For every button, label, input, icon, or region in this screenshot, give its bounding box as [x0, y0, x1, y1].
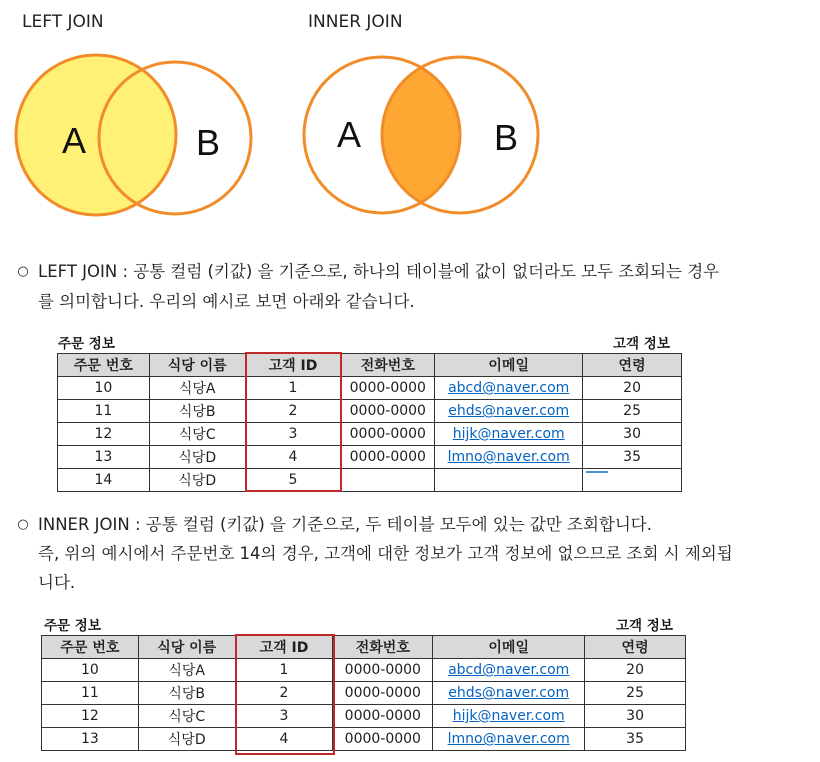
- column-header: 주문 번호: [42, 636, 139, 659]
- table-cell: 35: [585, 728, 686, 751]
- column-header: 주문 번호: [58, 354, 150, 377]
- customer-info-caption: 고객 정보: [613, 336, 670, 352]
- inner-join-desc-line1: INNER JOIN : 공통 컬럼 (키값) 을 기준으로, 두 테이블 모두에 있는 값만 조회합니다.: [38, 515, 652, 534]
- inner-join-desc-line3: 니다.: [38, 573, 76, 592]
- email-link[interactable]: ehds@naver.com: [448, 403, 570, 419]
- table-row: [42, 728, 686, 751]
- column-header: 식당 이름: [149, 354, 245, 377]
- table-cell: 0000-0000: [333, 659, 433, 682]
- order-info-caption: 주문 정보: [58, 336, 115, 352]
- bullet-icon: ○: [17, 264, 29, 279]
- inner-join-table: [41, 635, 686, 751]
- table-row: [42, 705, 686, 728]
- customer-info-caption: 고객 정보: [616, 618, 673, 634]
- table-cell: 13: [58, 446, 150, 469]
- table-cell: 식당D: [138, 728, 235, 751]
- table-header-row: [58, 354, 682, 377]
- table-cell: 2: [245, 400, 341, 423]
- table-row: [58, 400, 682, 423]
- table-cell: 11: [58, 400, 150, 423]
- table-cell: 0000-0000: [333, 728, 433, 751]
- table-cell: 25: [583, 400, 682, 423]
- table-cell: [435, 400, 583, 423]
- table-cell: 20: [583, 377, 682, 400]
- column-header: 고객 ID: [245, 354, 341, 377]
- table-cell: 식당B: [149, 400, 245, 423]
- venn-diagrams: [0, 40, 820, 230]
- table-cell: 0000-0000: [333, 682, 433, 705]
- table-cell: [435, 377, 583, 400]
- table-cell: 식당A: [149, 377, 245, 400]
- left-join-title: LEFT JOIN: [22, 12, 104, 32]
- table-cell: 13: [42, 728, 139, 751]
- table-cell: 0000-0000: [341, 446, 435, 469]
- order-info-caption: 주문 정보: [44, 618, 101, 634]
- table-cell: 10: [58, 377, 150, 400]
- table-cell: 1: [245, 377, 341, 400]
- table-cell: 1: [235, 659, 333, 682]
- table-cell: 2: [235, 682, 333, 705]
- column-header: 전화번호: [333, 636, 433, 659]
- table-row: [58, 377, 682, 400]
- email-link[interactable]: lmno@naver.com: [447, 449, 570, 465]
- table-cell: [435, 446, 583, 469]
- column-header: 연령: [583, 354, 682, 377]
- inner-join-label-b: B: [494, 117, 519, 158]
- inner-join-title: INNER JOIN: [308, 12, 403, 32]
- table-cell: 25: [585, 682, 686, 705]
- left-join-circle-a: [16, 55, 176, 215]
- table-cell: 14: [58, 469, 150, 492]
- table-cell: 30: [585, 705, 686, 728]
- email-link[interactable]: abcd@naver.com: [448, 380, 570, 396]
- table-row: [58, 446, 682, 469]
- table-cell: 0000-0000: [333, 705, 433, 728]
- table-row: [58, 423, 682, 446]
- table-row: [42, 682, 686, 705]
- column-header: 이메일: [435, 354, 583, 377]
- left-join-label-b: B: [196, 122, 221, 163]
- table-cell: 식당B: [138, 682, 235, 705]
- table-cell: 4: [245, 446, 341, 469]
- left-join-label-a: A: [62, 120, 87, 161]
- table-cell: 12: [58, 423, 150, 446]
- left-join-desc-line2: 를 의미합니다. 우리의 예시로 보면 아래와 같습니다.: [38, 292, 415, 311]
- table-cell: [435, 423, 583, 446]
- column-header: 연령: [585, 636, 686, 659]
- bullet-icon: ○: [17, 517, 29, 532]
- column-header: 고객 ID: [235, 636, 333, 659]
- table-cell: [433, 682, 585, 705]
- table-header-row: [42, 636, 686, 659]
- table-cell: 식당C: [149, 423, 245, 446]
- table-cell: 30: [583, 423, 682, 446]
- selection-marker: [586, 471, 608, 473]
- table-cell: 0000-0000: [341, 377, 435, 400]
- table-cell: 0000-0000: [341, 423, 435, 446]
- table-cell: 식당A: [138, 659, 235, 682]
- table-cell: 3: [235, 705, 333, 728]
- table-cell: 35: [583, 446, 682, 469]
- table-cell: [341, 469, 435, 492]
- email-link[interactable]: abcd@naver.com: [448, 662, 570, 678]
- table-cell: [433, 728, 585, 751]
- inner-join-label-a: A: [337, 114, 362, 155]
- table-row: [42, 659, 686, 682]
- email-link[interactable]: lmno@naver.com: [447, 731, 570, 747]
- table-cell: 0000-0000: [341, 400, 435, 423]
- table-cell: 11: [42, 682, 139, 705]
- inner-join-desc-line2: 즉, 위의 예시에서 주문번호 14의 경우, 고객에 대한 정보가 고객 정보에 없으므로 조회 시 제외됩: [38, 544, 733, 563]
- left-join-desc-line1: LEFT JOIN : 공통 컬럼 (키값) 을 기준으로, 하나의 테이블에 값이 없더라도 모두 조회되는 경우: [38, 262, 720, 281]
- table-cell: 식당D: [149, 446, 245, 469]
- column-header: 이메일: [433, 636, 585, 659]
- table-cell: 10: [42, 659, 139, 682]
- table-cell: [433, 659, 585, 682]
- table-cell: 12: [42, 705, 139, 728]
- inner-join-venn: [304, 57, 538, 213]
- column-header: 전화번호: [341, 354, 435, 377]
- email-link[interactable]: ehds@naver.com: [448, 685, 570, 701]
- email-link[interactable]: hijk@naver.com: [452, 708, 565, 724]
- table-cell: 3: [245, 423, 341, 446]
- table-cell: 식당C: [138, 705, 235, 728]
- table-cell: [433, 705, 585, 728]
- email-link[interactable]: hijk@naver.com: [452, 426, 565, 442]
- table-cell: 5: [245, 469, 341, 492]
- table-cell: 20: [585, 659, 686, 682]
- table-cell: 4: [235, 728, 333, 751]
- left-join-venn: [16, 55, 251, 215]
- table-cell: 식당D: [149, 469, 245, 492]
- table-cell: [435, 469, 583, 492]
- column-header: 식당 이름: [138, 636, 235, 659]
